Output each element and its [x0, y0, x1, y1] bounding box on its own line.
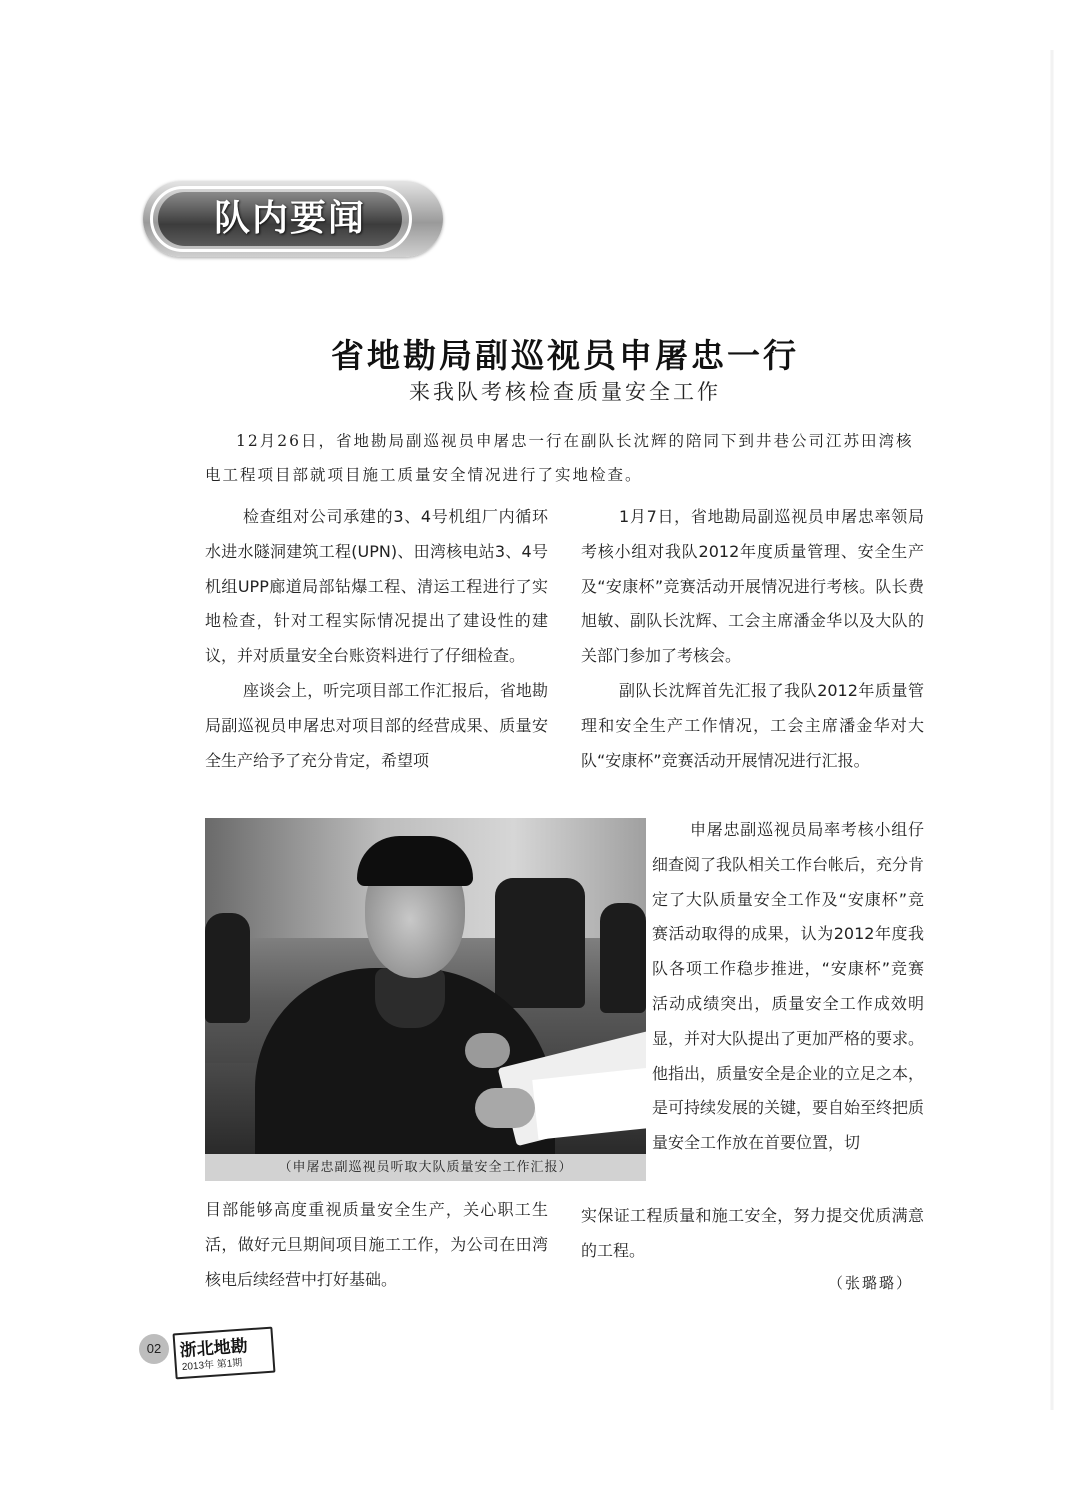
photo-chair: [600, 903, 646, 1013]
article-photo: [205, 818, 646, 1154]
magazine-name: 浙北地勘: [179, 1336, 249, 1362]
photo-documents: [532, 1066, 646, 1139]
right-paragraph-3-continued: 实保证工程质量和施工安全，努力提交优质满意的工程。: [581, 1206, 924, 1260]
right-column-top: [581, 500, 924, 778]
author-byline: （张璐璐）: [828, 1274, 914, 1292]
photo-chair: [495, 878, 585, 1008]
magazine-logo: [173, 1327, 276, 1380]
article-title: 省地勘局副巡视员申屠忠一行: [331, 336, 799, 375]
left-paragraph-2-continued: 目部能够高度重视质量安全生产，关心职工生活，做好元旦期间项目施工工作，为公司在田湾核电后续经营中打好基础。: [205, 1200, 548, 1289]
magazine-issue: 2013年 第1期: [181, 1357, 243, 1373]
right-column-wrap: [652, 813, 924, 1161]
left-column-top: [205, 500, 548, 778]
photo-caption: （申屠忠副巡视员听取大队质量安全工作汇报）: [205, 1154, 646, 1181]
section-label: 队内要闻: [213, 198, 366, 239]
photo-person-hand: [465, 1033, 510, 1068]
right-paragraph-3: 申屠忠副巡视员局率考核小组仔细查阅了我队相关工作台帐后，充分肯定了大队质量安全工作及“安康杯”竞赛活动取得的成果，认为2012年度我队各项工作稳步推进，“安康杯”竞赛活动成绩突出，质量安全工作成效明显，并对大队提出了更加严格的要求。他指出，质量安全是企业的立足之本，是可持续发展的关键，要自始至终把质量安全工作放在首要位置，切: [652, 820, 925, 1153]
right-paragraph-1: 1月7日，省地勘局副巡视员申屠忠率领局考核小组对我队2012年度质量管理、安全生产及“安康杯”竞赛活动开展情况进行考核。队长费旭敏、副队长沈辉、工会主席潘金华以及大队的关部门参加了考核会。: [581, 507, 924, 666]
article-lead: 12月26日，省地勘局副巡视员申屠忠一行在副队长沈辉的陪同下到井巷公司江苏田湾核电工程项目部就项目施工质量安全情况进行了实地检查。: [205, 432, 914, 484]
page-number: 02: [139, 1334, 169, 1364]
right-column-bottom: [581, 1199, 924, 1269]
left-paragraph-1: 检查组对公司承建的3、4号机组厂内循环水进水隧洞建筑工程(UPN)、田湾核电站3、4号机组UPP廊道局部钻爆工程、清运工程进行了实地检查，针对工程实际情况提出了建设性的建议，并对质量安全台账资料进行了仔细检查。: [205, 507, 548, 666]
right-paragraph-2: 副队长沈辉首先汇报了我队2012年质量管理和安全生产工作情况，工会主席潘金华对大队“安康杯”竞赛活动开展情况进行汇报。: [581, 680, 924, 770]
photo-person-hand: [475, 1088, 535, 1128]
left-column-bottom: [205, 1193, 548, 1297]
photo-person-hair: [357, 836, 473, 886]
article-subtitle: 来我队考核检查质量安全工作: [409, 380, 721, 404]
page-edge-shadow: [1050, 50, 1054, 1410]
left-paragraph-2: 座谈会上，听完项目部工作汇报后，省地勘局副巡视员申屠忠对项目部的经营成果、质量安全生产给予了充分肯定，希望项: [205, 680, 548, 770]
photo-chair: [205, 913, 250, 1023]
